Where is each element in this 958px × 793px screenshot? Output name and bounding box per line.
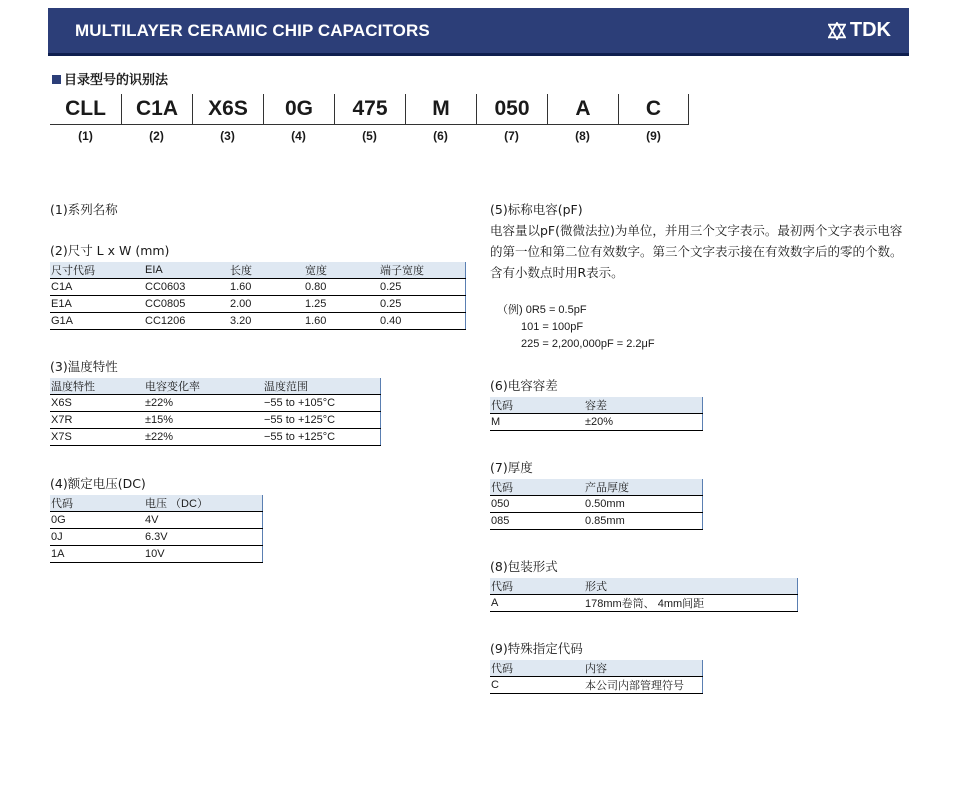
tdk-logo-icon [828,22,846,40]
section-heading [52,69,168,88]
table-row [490,677,703,694]
square-bullet-icon [52,75,61,84]
table-cell: 3.20 [229,313,304,330]
table-header: 代码 [490,397,584,414]
code-text: CLL [50,94,121,125]
table-cell: C1A [50,279,144,296]
table-row [50,296,466,313]
table-header: 形式 [584,578,798,595]
table-header: 内容 [584,660,703,677]
voltage-title: (4)额定电压(DC) [50,476,146,491]
code-index: (6) [433,129,448,143]
table-cell: 6.3V [144,529,263,546]
table-cell: −55 to +125°C [263,412,381,429]
table-cell: 0.40 [379,313,466,330]
code-text: M [405,94,476,125]
table-row [50,395,381,412]
tolerance-title: (6)电容容差 [490,378,558,393]
code-index: (4) [291,129,306,143]
code-index: (8) [575,129,590,143]
voltage-table [50,495,263,563]
table-cell: ±20% [584,414,703,431]
table-header: 代码 [490,578,584,595]
table-row [50,279,466,296]
code-text: C [618,94,689,125]
table-row [50,313,466,330]
code-index: (5) [362,129,377,143]
code-text: 0G [263,94,334,125]
table-header: 代码 [50,495,144,512]
code-index: (3) [220,129,235,143]
table-header: 长度 [229,262,304,279]
table-cell: 0G [50,512,144,529]
code-part [547,94,618,143]
code-part [334,94,405,143]
section-heading-text: 目录型号的识别法 [64,73,169,88]
example-line: 101 = 100pF [521,321,584,333]
table-cell: E1A [50,296,144,313]
table-header: 电压 （DC） [144,495,263,512]
temperature-title: (3)温度特性 [50,359,118,374]
table-cell: 0.25 [379,296,466,313]
packaging-title: (8)包装形式 [490,559,558,574]
size-title: (2)尺寸 L x W (mm) [50,243,170,258]
code-part [192,94,263,143]
code-part [405,94,476,143]
table-cell: 0.80 [304,279,379,296]
tolerance-table [490,397,703,431]
table-cell: 1.60 [304,313,379,330]
table-cell: 4V [144,512,263,529]
code-index: (7) [504,129,519,143]
table-cell: CC0805 [144,296,229,313]
table-header: 温度范围 [263,378,381,395]
table-header: 代码 [490,660,584,677]
table-row [50,512,263,529]
table-row [490,414,703,431]
size-table [50,262,466,330]
table-header: 尺寸代码 [50,262,144,279]
table-cell: X7R [50,412,144,429]
table-cell: 178mm卷筒、 4mm间距 [584,595,798,612]
example-line: 225 = 2,200,000pF = 2.2μF [521,338,655,350]
special-code-table [490,660,703,694]
temperature-table [50,378,381,446]
tdk-logo [828,19,891,42]
table-cell: 0.85mm [584,513,703,530]
table-cell: G1A [50,313,144,330]
table-header: 宽度 [304,262,379,279]
table-header: 电容变化率 [144,378,263,395]
special-code-title: (9)特殊指定代码 [490,641,583,656]
table-header: 温度特性 [50,378,144,395]
table-cell: C [490,677,584,694]
table-cell: 本公司内部管理符号 [584,677,703,694]
catalog-title: MULTILAYER CERAMIC CHIP CAPACITORS [75,21,430,40]
table-cell: −55 to +105°C [263,395,381,412]
table-cell: 050 [490,496,584,513]
capacitance-examples [497,302,655,353]
table-cell: ±22% [144,395,263,412]
table-row [50,529,263,546]
code-index: (2) [149,129,164,143]
table-row [50,429,381,446]
table-cell: X7S [50,429,144,446]
table-cell: 2.00 [229,296,304,313]
table-cell: 0.25 [379,279,466,296]
part-number-breakdown [50,94,689,143]
table-header: 端子宽度 [379,262,466,279]
page-header [48,8,909,56]
table-cell: 1.25 [304,296,379,313]
capacitance-description: 电容量以pF(微微法拉)为单位，并用三个文字表示。最初两个文字表示电容的第一位和第二位有效数字。第三个文字表示接在有效数字后的零的个数。含有小数点时用R表示。 [490,223,903,280]
thickness-table [490,479,703,530]
logo-text: TDK [849,19,891,41]
table-header: 代码 [490,479,584,496]
table-row [50,546,263,563]
code-text: A [547,94,618,125]
code-part [618,94,689,143]
code-index: (1) [78,129,93,143]
table-row [50,412,381,429]
code-index: (9) [646,129,661,143]
packaging-table [490,578,798,612]
table-cell: A [490,595,584,612]
code-text: 475 [334,94,405,125]
code-part [263,94,334,143]
example-line: （例) 0R5 = 0.5pF [497,304,587,316]
table-header: 容差 [584,397,703,414]
table-header: EIA [144,262,229,279]
table-cell: 10V [144,546,263,563]
code-part [50,94,121,143]
code-part [121,94,192,143]
table-cell: CC1206 [144,313,229,330]
table-cell: M [490,414,584,431]
table-cell: CC0603 [144,279,229,296]
table-row [490,595,798,612]
table-cell: 0J [50,529,144,546]
table-cell: 085 [490,513,584,530]
table-cell: 1A [50,546,144,563]
code-part [476,94,547,143]
table-header: 产品厚度 [584,479,703,496]
code-text: C1A [121,94,192,125]
table-cell: ±15% [144,412,263,429]
table-row [490,496,703,513]
thickness-title: (7)厚度 [490,460,533,475]
capacitance-title: (5)标称电容(pF) [490,202,583,217]
table-cell: 0.50mm [584,496,703,513]
table-cell: ±22% [144,429,263,446]
table-cell: 1.60 [229,279,304,296]
table-cell: −55 to +125°C [263,429,381,446]
code-text: X6S [192,94,263,125]
table-cell: X6S [50,395,144,412]
series-name-title: (1)系列名称 [50,202,118,217]
table-row [490,513,703,530]
code-text: 050 [476,94,547,125]
